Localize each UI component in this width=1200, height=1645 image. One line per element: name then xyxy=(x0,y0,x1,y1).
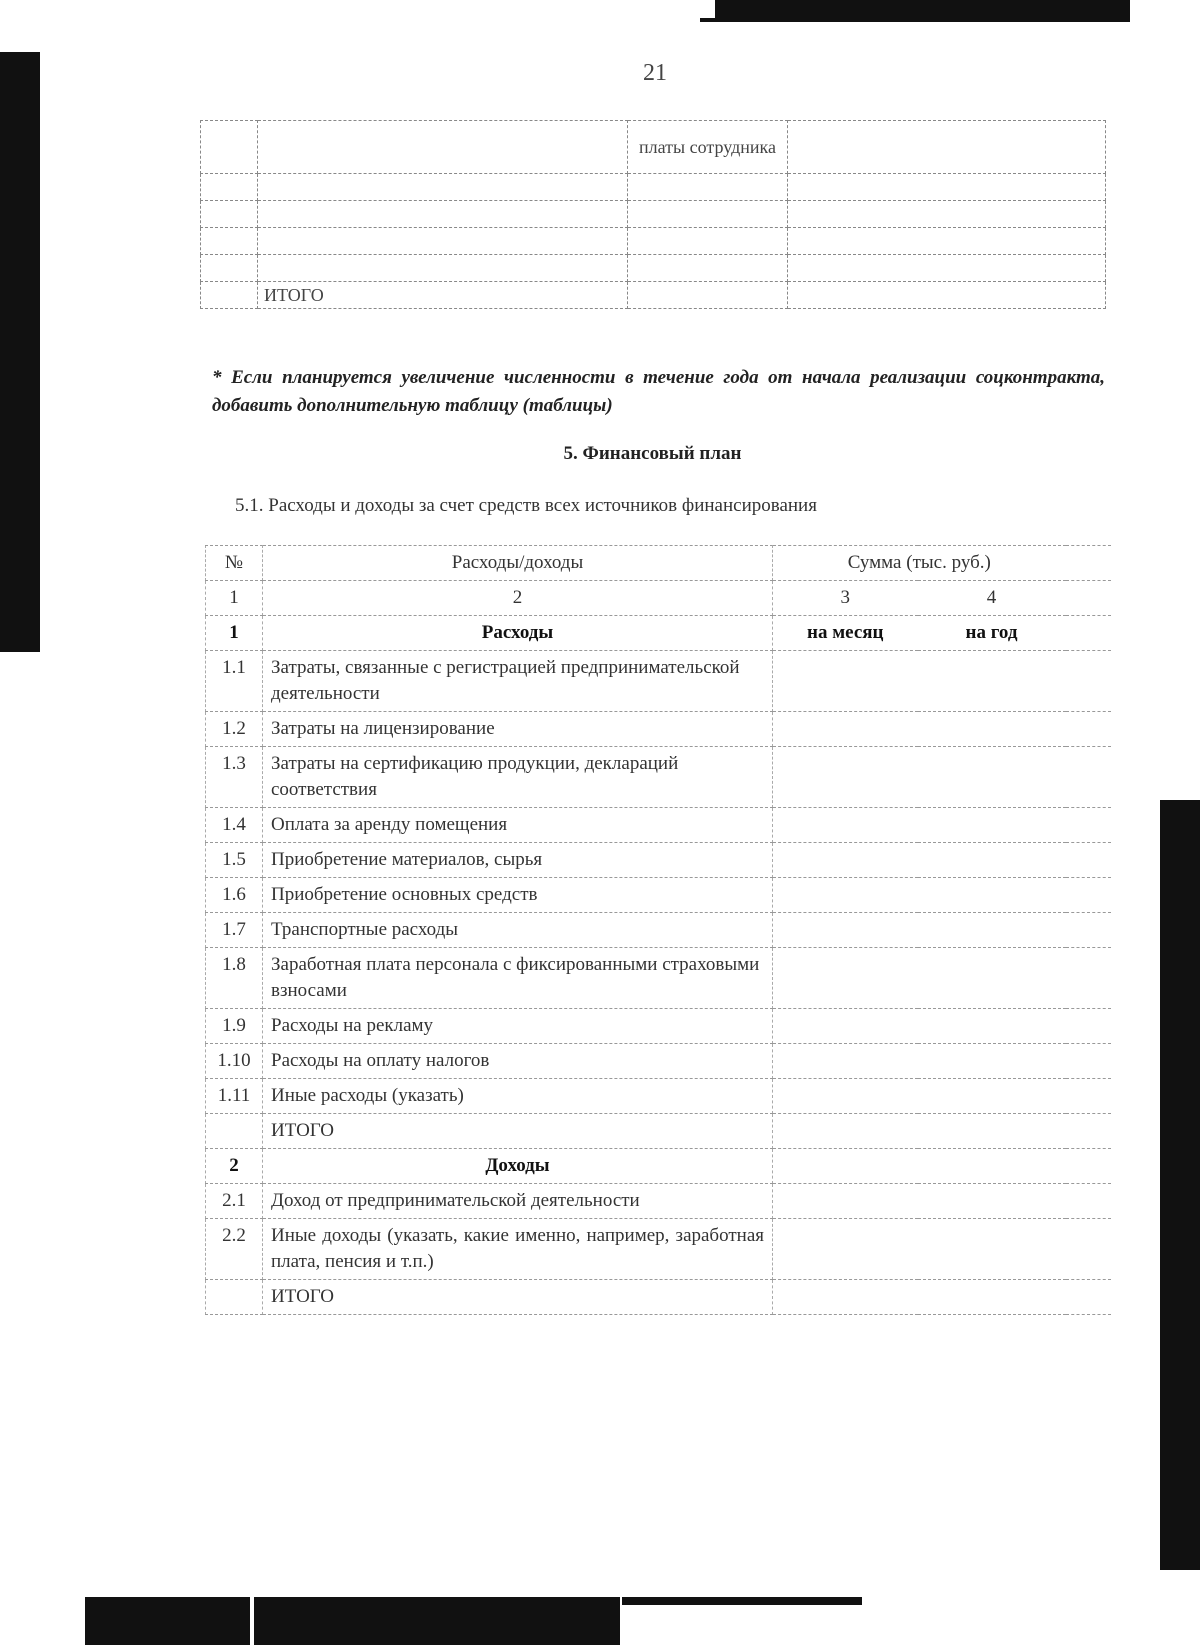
row-label: Затраты на лицензирование xyxy=(263,712,773,747)
expenses-total-label: ИТОГО xyxy=(263,1114,773,1149)
scan-artifact-top-line xyxy=(700,18,730,22)
row-label: Доход от предпринимательской деятельности xyxy=(263,1184,773,1219)
table-row xyxy=(206,808,1111,843)
row-number: 1.10 xyxy=(206,1044,263,1079)
table-row xyxy=(201,255,1106,282)
scan-artifact-right xyxy=(1160,800,1200,1570)
column-numbers-row xyxy=(206,581,1111,616)
table-row xyxy=(206,948,1111,1009)
page-number: 21 xyxy=(643,60,667,86)
table-row xyxy=(206,1044,1111,1079)
col-number: 3 xyxy=(773,581,918,616)
table-row xyxy=(206,843,1111,878)
row-number: 1.9 xyxy=(206,1009,263,1044)
row-label: Иные расходы (указать) xyxy=(263,1079,773,1114)
row-label: Приобретение материалов, сырья xyxy=(263,843,773,878)
table-row xyxy=(206,747,1111,808)
table-row xyxy=(206,1184,1111,1219)
row-number: 1.11 xyxy=(206,1079,263,1114)
col-number: 1 xyxy=(206,581,263,616)
row-label: Приобретение основных средств xyxy=(263,878,773,913)
staff-table-continuation xyxy=(200,120,1106,309)
table-header-row xyxy=(206,546,1111,581)
row-label: Затраты, связанные с регистрацией предпринимательской деятельности xyxy=(263,651,773,712)
row-label: Оплата за аренду помещения xyxy=(263,808,773,843)
financial-plan-table xyxy=(205,545,1111,1315)
row-number: 1 xyxy=(206,616,263,651)
scan-artifact-left-line xyxy=(36,600,39,650)
table-row xyxy=(201,121,1106,174)
scan-artifact-left xyxy=(0,52,40,652)
table-row xyxy=(206,1009,1111,1044)
table-row xyxy=(206,651,1111,712)
header-item: Расходы/доходы xyxy=(263,546,773,581)
total-label: ИТОГО xyxy=(258,282,628,309)
table-row xyxy=(206,712,1111,747)
row-number: 1.2 xyxy=(206,712,263,747)
footnote: * Если планируется увеличение численности в течение года от начала реализации соцконтракта, добавить дополнительную таблицу (таблицы) xyxy=(212,367,1105,416)
scan-artifact-top xyxy=(715,0,1130,22)
header-sum: Сумма (тыс. руб.) xyxy=(773,546,1066,581)
per-year-label: на год xyxy=(918,616,1066,651)
row-number: 1.6 xyxy=(206,878,263,913)
table-row xyxy=(201,228,1106,255)
row-label: Расходы на оплату налогов xyxy=(263,1044,773,1079)
col-number: 2 xyxy=(263,581,773,616)
table-row xyxy=(201,201,1106,228)
row-number: 1.8 xyxy=(206,948,263,1009)
row-label: Иные доходы (указать, какие именно, например, заработная плата, пенсия и т.п.) xyxy=(263,1219,773,1280)
income-title: Доходы xyxy=(263,1149,773,1184)
row-number: 1.1 xyxy=(206,651,263,712)
scan-artifact-bottom-line xyxy=(622,1597,862,1605)
subsection-title: 5.1. Расходы и доходы за счет средств всех источников финансирования xyxy=(235,495,817,516)
row-number: 2.1 xyxy=(206,1184,263,1219)
income-header-row xyxy=(206,1149,1111,1184)
row-number: 2.2 xyxy=(206,1219,263,1280)
section-title: 5. Финансовый план xyxy=(563,443,742,464)
row-number: 1.3 xyxy=(206,747,263,808)
row-number: 1.7 xyxy=(206,913,263,948)
table-row-total xyxy=(201,282,1106,309)
table-row xyxy=(201,174,1106,201)
expenses-header-row xyxy=(206,616,1111,651)
row-label: Заработная плата персонала с фиксированными страховыми взносами xyxy=(263,948,773,1009)
table-row-total xyxy=(206,1114,1111,1149)
row-label: Транспортные расходы xyxy=(263,913,773,948)
scan-artifact-bottom-gap xyxy=(250,1597,254,1645)
table-row xyxy=(206,878,1111,913)
table-row xyxy=(206,1219,1111,1280)
row-label: Расходы на рекламу xyxy=(263,1009,773,1044)
scan-artifact-bottom xyxy=(85,1597,620,1645)
income-total-label: ИТОГО xyxy=(263,1280,773,1315)
table-row xyxy=(206,913,1111,948)
row-label: Затраты на сертификацию продукции, деклараций соответствия xyxy=(263,747,773,808)
row-number: 1.4 xyxy=(206,808,263,843)
row-number: 2 xyxy=(206,1149,263,1184)
table-row xyxy=(206,1079,1111,1114)
expenses-title: Расходы xyxy=(263,616,773,651)
table-row-total xyxy=(206,1280,1111,1315)
header-no: № xyxy=(206,546,263,581)
col-number: 4 xyxy=(918,581,1066,616)
per-month-label: на месяц xyxy=(773,616,918,651)
header-cell-salary: платы сотрудника xyxy=(628,121,788,174)
row-number: 1.5 xyxy=(206,843,263,878)
